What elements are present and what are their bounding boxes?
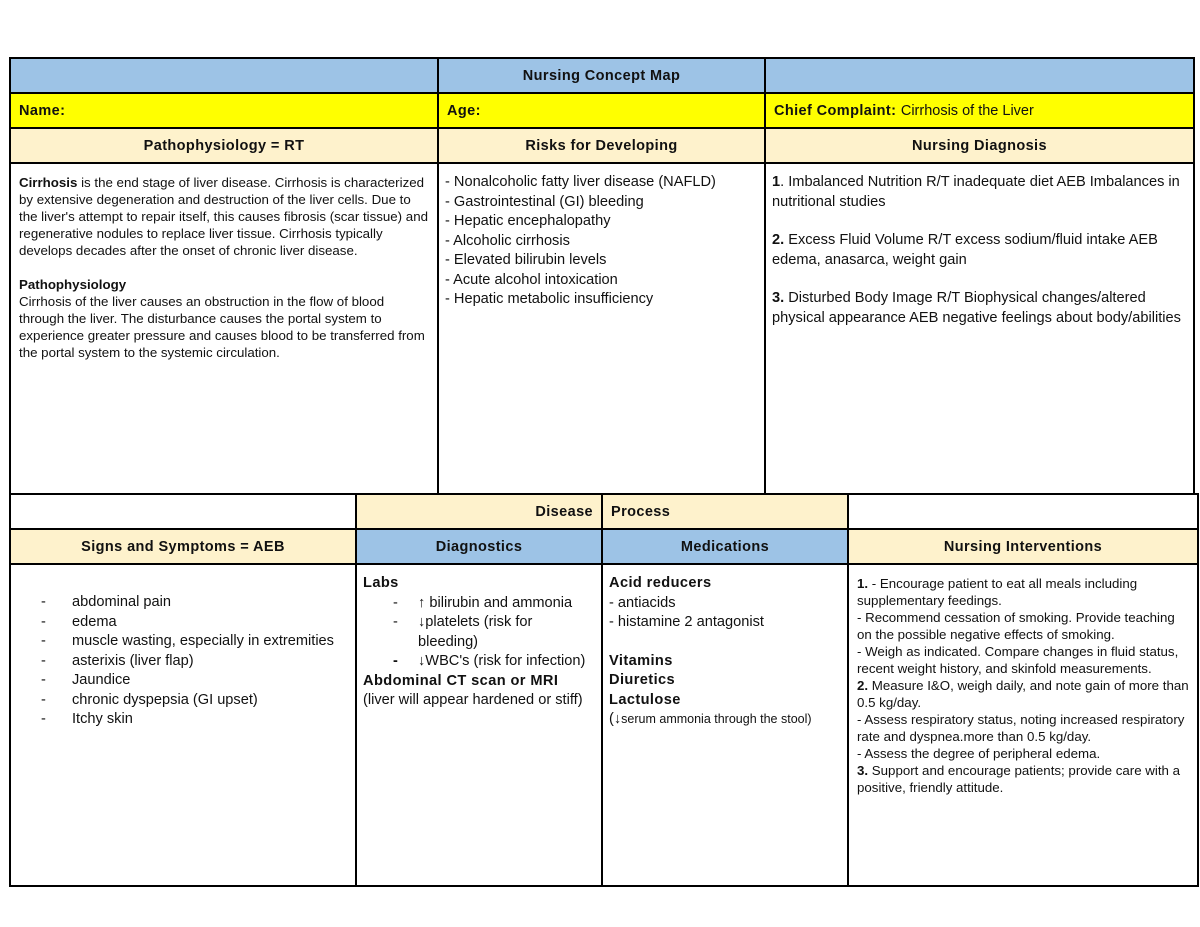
risk-item: - Alcoholic cirrhosis (445, 232, 570, 249)
list-item: - asterixis (liver flap) (17, 652, 349, 672)
list-item: - edema (17, 613, 349, 633)
disease-label: Disease (356, 494, 602, 529)
medications-heading: Medications (602, 529, 848, 564)
risk-item: - Hepatic metabolic insufficiency (445, 291, 654, 307)
interventions-content (848, 564, 1198, 886)
cirrhosis-definition: Cirrhosis is the end stage of liver disease. Cirrhosis is characterized by extensive degeneration and destruction of the liver cells. Due to the liver's attempt to repair itself, this causes fibrosis (scar tissue) and regenerative nodules to replace liver tissue. Cirrhosis typically develops decades after the onset of chronic liver disease. (19, 175, 428, 258)
concept-map-top-table (9, 57, 1195, 495)
list-item: - chronic dyspepsia (GI upset) (17, 691, 349, 711)
pathophysiology-body: Cirrhosis of the liver causes an obstruction in the flow of blood through the liver. The disturbance causes the portal system to experience greater pressure and causes blood to be transferred from the portal system to the systemic circulation. (19, 294, 425, 360)
chief-complaint-value: Cirrhosis of the Liver (900, 102, 1034, 119)
name-label: Name: (10, 93, 438, 128)
age-label: Age: (438, 93, 765, 128)
list-item: - ↓WBC's (risk for infection) (363, 652, 595, 672)
disease-process-blank-left (10, 494, 356, 529)
risk-item: - Nonalcoholic fatty liver disease (NAFLD) (445, 174, 716, 190)
chief-complaint-label: Chief Complaint: (774, 102, 897, 119)
disease-process-blank-right (848, 494, 1198, 529)
intervention-line: - Weigh as indicated. Compare changes in fluid status, recent weight history, and skinfold measurements. (857, 644, 1179, 676)
nursing-diagnosis-heading: Nursing Diagnosis (765, 128, 1194, 163)
risks-content (438, 163, 765, 494)
pathophysiology-heading: Pathophysiology = RT (10, 128, 438, 163)
list-item: - Itchy skin (17, 710, 349, 730)
process-label: Process (602, 494, 848, 529)
intervention-line: 1. - Encourage patient to eat all meals including supplementary feedings. (857, 576, 1138, 608)
intervention-line: 2. Measure I&O, weigh daily, and note gain of more than 0.5 kg/day. (857, 678, 1189, 710)
title-blank-left (10, 58, 438, 93)
intervention-line: - Recommend cessation of smoking. Provide teaching on the possible negative effects of smoking. (857, 610, 1175, 642)
list-item: - abdominal pain (17, 593, 349, 613)
diagnostics-heading: Diagnostics (356, 529, 602, 564)
imaging-label: Abdominal CT scan or MRI (363, 672, 559, 689)
nursing-diagnosis-content (765, 163, 1194, 494)
list-item: - ↑ bilirubin and ammonia (363, 594, 595, 614)
risk-item: - Gastrointestinal (GI) bleeding (445, 193, 644, 210)
risk-item: - Hepatic encephalopathy (445, 213, 611, 229)
concept-map-bottom-table (9, 493, 1199, 887)
list-item: - muscle wasting, especially in extremities (17, 632, 349, 652)
list-item: - ↓platelets (risk for bleeding) (363, 613, 595, 652)
diuretics-label: Diuretics (609, 672, 676, 688)
vitamins-label: Vitamins (609, 652, 673, 669)
medication-item: - antiacids (609, 594, 676, 611)
imaging-note: (liver will appear hardened or stiff) (363, 692, 583, 708)
pathophysiology-content (10, 163, 438, 494)
interventions-heading: Nursing Interventions (848, 529, 1198, 564)
medications-content (602, 564, 848, 886)
pathophysiology-subheading: Pathophysiology (19, 277, 127, 292)
signs-heading: Signs and Symptoms = AEB (10, 529, 356, 564)
lactulose-label: Lactulose (609, 691, 681, 708)
diagnosis-item: 1. Imbalanced Nutrition R/T inadequate diet AEB Imbalances in nutritional studies (772, 174, 1180, 210)
list-item: - Jaundice (17, 671, 349, 691)
signs-content (10, 564, 356, 886)
intervention-line: - Assess respiratory status, noting increased respiratory rate and dyspnea.more than 0.5 kg/day. (857, 712, 1185, 744)
diagnosis-item: 2. Excess Fluid Volume R/T excess sodium/fluid intake AEB edema, anasarca, weight gain (772, 232, 1158, 268)
chief-complaint-cell (765, 93, 1194, 128)
diagnosis-item: 3. Disturbed Body Image R/T Biophysical changes/altered physical appearance AEB negative feelings about body/abilities (772, 290, 1181, 326)
signs-list (17, 593, 349, 730)
title-blank-right (765, 58, 1194, 93)
risk-item: - Elevated bilirubin levels (445, 252, 607, 268)
intervention-line: - Assess the degree of peripheral edema. (857, 746, 1101, 761)
labs-label: Labs (363, 575, 399, 591)
diagnostics-content (356, 564, 602, 886)
labs-list (363, 594, 595, 672)
acid-reducers-label: Acid reducers (609, 575, 712, 591)
risk-item: - Acute alcohol intoxication (445, 271, 618, 288)
page-title: Nursing Concept Map (438, 58, 765, 93)
risks-heading: Risks for Developing (438, 128, 765, 163)
lactulose-note: (↓serum ammonia through the stool) (609, 711, 812, 727)
medication-item: - histamine 2 antagonist (609, 614, 764, 630)
intervention-line: 3. Support and encourage patients; provide care with a positive, friendly attitude. (857, 763, 1181, 795)
